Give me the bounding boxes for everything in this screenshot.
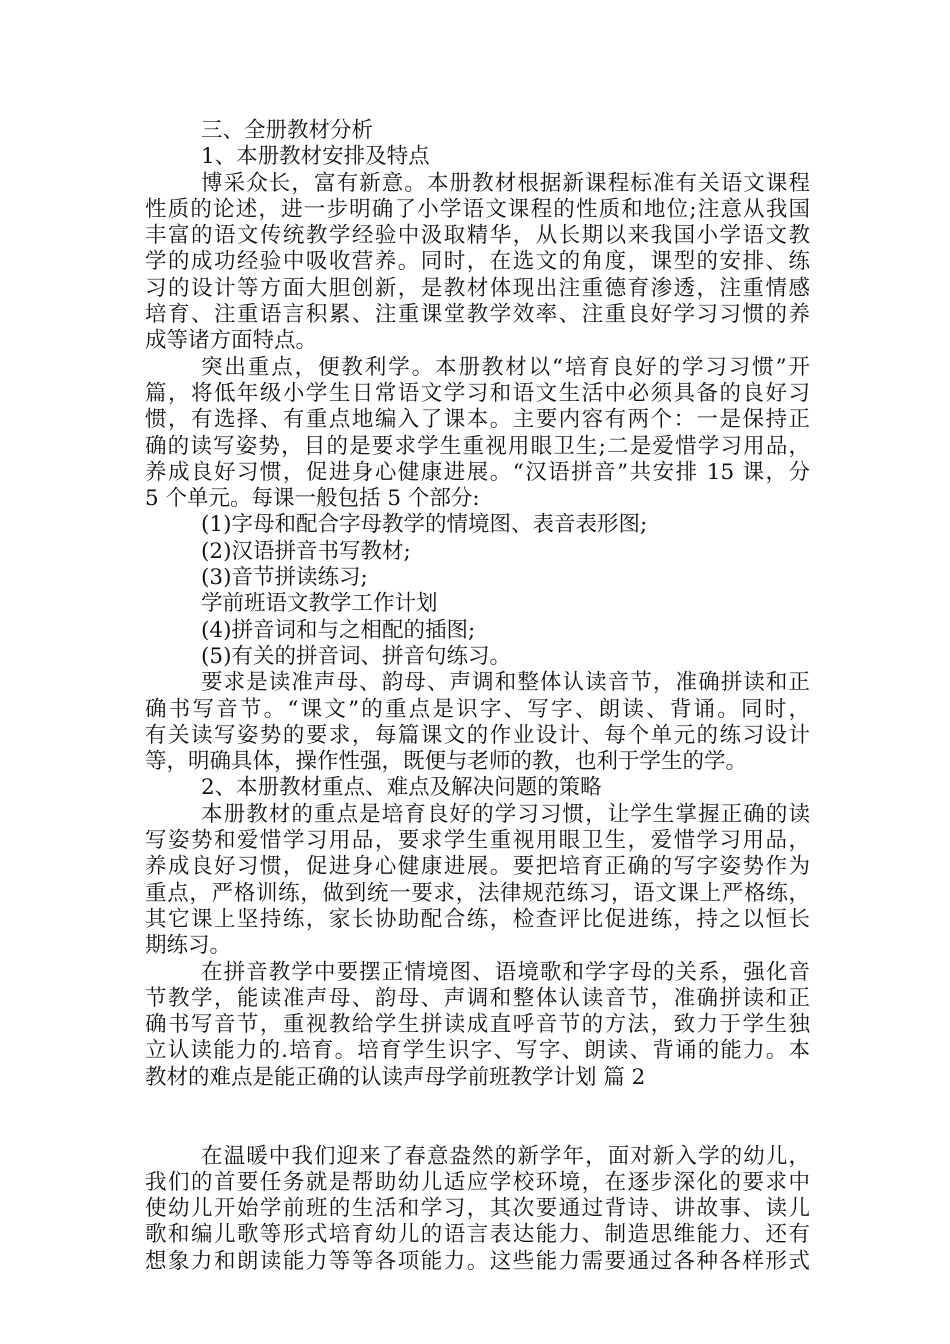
text-line: 在温暖中我们迎来了春意盎然的新学年，面对新入学的幼儿， (201, 1143, 810, 1169)
text-line: 节教学，能读准声母、韵母、声调和整体认读音节，准确拼读和正 (145, 985, 810, 1011)
text-line: 重点，严格训练，做到统一要求，法律规范练习，语文课上严格练， (145, 880, 810, 906)
text-line: 培育、注重语言积累、注重课堂教学效率、注重良好学习习惯的养 (145, 302, 810, 328)
text-line: 有关读写姿势的要求，每篇课文的作业设计、每个单元的练习设计 (145, 722, 810, 748)
text-line: 要求是读准声母、韵母、声调和整体认读音节，准确拼读和正 (201, 670, 810, 696)
text-line: 确书写音节。“课文”的重点是识字、写字、朗读、背诵。同时， (145, 696, 810, 722)
text-line: 立认读能力的.培育。培育学生识字、写字、朗读、背诵的能力。本 (145, 1038, 810, 1064)
text-line: 惯，有选择、有重点地编入了课本。主要内容有两个：一是保持正 (145, 407, 810, 433)
text-line: 养成良好习惯，促进身心健康进展。“汉语拼音”共安排 15 课，分 (145, 459, 810, 485)
text-line: 我们的首要任务就是帮助幼儿适应学校环境，在逐步深化的要求中 (145, 1169, 810, 1195)
text-line: (5)有关的拼音词、拼音句练习。 (201, 643, 511, 669)
text-line: 期练习。 (145, 933, 232, 959)
text-line: 1、本册教材安排及特点 (201, 144, 430, 170)
text-line: 学前班语文教学工作计划 (201, 591, 438, 617)
text-line: (1)字母和配合字母教学的情境图、表音表形图; (201, 512, 648, 538)
text-line: 写姿势和爱惜学习用品，要求学生重视用眼卫生，爱惜学习用品， (145, 828, 810, 854)
text-line: 等，明确具体，操作性强，既便与老师的教，也利于学生的学。 (145, 749, 748, 775)
text-line: 5 个单元。每课一般包括 5 个部分: (145, 486, 480, 512)
text-line: 确书写音节，重视教给学生拼读成直呼音节的方法，致力于学生独 (145, 1012, 810, 1038)
text-line: 想象力和朗读能力等等各项能力。这些能力需要通过各种各样形式 (145, 1248, 810, 1274)
text-line: 性质的论述，进一步明确了小学语文课程的性质和地位;注意从我国 (145, 196, 810, 222)
text-line: 在拼音教学中要摆正情境图、语境歌和学字母的关系，强化音 (201, 959, 810, 985)
text-line: 三、全册教材分析 (201, 118, 374, 143)
text-line: (4)拼音词和与之相配的插图; (201, 617, 476, 643)
text-line: 歌和编儿歌等形式培育幼儿的语言表达能力、制造思维能力、还有 (145, 1222, 810, 1248)
text-line: (2)汉语拼音书写教材; (201, 538, 411, 564)
text-line: 习的设计等方面大胆创新，是教材体现出注重德育渗透，注重情感 (145, 275, 810, 301)
text-line: 本册教材的重点是培育良好的学习习惯，让学生掌握正确的读 (201, 801, 810, 827)
blank-line (145, 1117, 810, 1143)
text-line: 篇，将低年级小学生日常语文学习和语文生活中必须具备的良好习 (145, 380, 810, 406)
text-line: 丰富的语文传统教学经验中汲取精华，从长期以来我国小学语文教 (145, 223, 810, 249)
text-line: 确的读写姿势，目的是要求学生重视用眼卫生;二是爱惜学习用品， (145, 433, 810, 459)
text-line: 2、本册教材重点、难点及解决问题的策略 (201, 775, 602, 801)
text-line: 突出重点，便教利学。本册教材以“培育良好的学习习惯”开 (201, 354, 810, 380)
text-line: 教材的难点是能正确的认读声母学前班教学计划 篇 2 (145, 1064, 646, 1090)
text-line: 养成良好习惯，促进身心健康进展。要把培育正确的写字姿势作为 (145, 854, 810, 880)
text-line: 其它课上坚持练，家长协助配合练，检查评比促进练，持之以恒长 (145, 906, 810, 932)
text-line: 使幼儿开始学前班的生活和学习，其次要通过背诗、讲故事、读儿 (145, 1196, 810, 1222)
document-page (145, 118, 810, 1275)
text-line: 学的成功经验中吸收营养。同时，在选文的角度，课型的安排、练 (145, 249, 810, 275)
text-line: 博采众长，富有新意。本册教材根据新课程标准有关语文课程 (201, 170, 810, 196)
text-line: 成等诸方面特点。 (145, 328, 318, 354)
blank-line (145, 1091, 810, 1117)
text-line: (3)音节拼读练习; (201, 565, 368, 591)
